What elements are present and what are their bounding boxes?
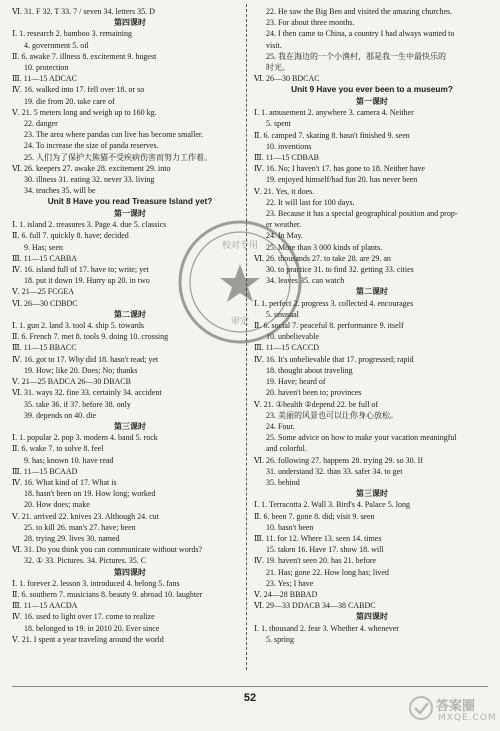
answer-line: 5. spring	[266, 634, 294, 644]
answer-line: 32. ① 33. Pictures. 34. Pictures. 35. C	[24, 556, 147, 566]
answer-line: 39. depends on 40. die	[24, 410, 96, 420]
answer-line: Ⅵ. 31. ways 32. fine 33. certainly 34. accident	[12, 388, 162, 398]
answer-line: Ⅱ. 6. southern 7. musicians 8. beauty 9. abroad 10. laughter	[12, 589, 203, 599]
section-heading: 第四课时	[114, 567, 146, 577]
site-watermark	[408, 693, 497, 727]
answer-line: Ⅱ. 6. awake 7. illness 8. excitement 9. hugest	[12, 51, 157, 61]
section-heading: 第二课时	[114, 309, 146, 319]
answer-line: 31. understand 32. than 33. safer 34. to get	[266, 466, 403, 476]
footer-rule	[12, 686, 488, 687]
answer-line: 34. leaves 35. can watch	[266, 276, 345, 286]
answer-line: Ⅳ. 16. It's unbelievable that 17. progressed; rapid	[254, 354, 414, 364]
answer-line: Ⅴ. 24—28 BBBAD	[254, 589, 318, 599]
answer-line: Ⅰ. 1. amusement 2. anywhere 3. camera 4. Neither	[254, 108, 414, 118]
answer-column-left	[12, 6, 248, 645]
answer-line: 18. thought about traveling	[266, 365, 353, 375]
answer-line: 35. take 36. if 37. before 38. only	[24, 399, 131, 409]
answer-line: 23. Yes; I have	[266, 578, 314, 588]
answer-line: 21. Has; gone 22. How long has; lived	[266, 567, 389, 577]
answer-line: Ⅱ. 6. camped 7. skating 8. hasn't finished 9. seen	[254, 130, 410, 140]
answer-line: Ⅱ. 6. French 7. met 8. tools 9. doing 10. crossing	[12, 332, 169, 342]
answer-line: Ⅲ. 11—15 CACCD	[254, 343, 319, 353]
answer-line: 18. belonged to 19. in 2010 20. Ever since	[24, 623, 160, 633]
answer-line: Ⅴ. 21. 5 meters long and weigh up to 160 kg.	[12, 107, 157, 117]
answer-line: Ⅳ. 16. island full of 17. have to; write; yet	[12, 265, 149, 275]
section-heading: 第三课时	[356, 489, 388, 499]
answer-line: 28. trying 29. lives 30. named	[24, 533, 120, 543]
answer-line: 19. How; like 20. Does; No; thanks	[24, 365, 138, 375]
answer-line: Ⅴ. 21—25 BADCA 26—30 DBACB	[12, 377, 131, 387]
answer-line: 4. government 5. oil	[24, 40, 89, 50]
answer-line: 9. Has; seen	[24, 242, 63, 252]
answer-line: Ⅴ. 21. arrived 22. knives 23. Although 24. cut	[12, 511, 159, 521]
answer-line: 18. hasn't been on 19. How long; worked	[24, 489, 156, 499]
answer-line: Ⅴ. 21. Yes, it does.	[254, 186, 315, 196]
answer-line: 24. To increase the size of panda reserves.	[24, 141, 159, 151]
answer-line: 24. In May.	[266, 231, 303, 241]
answer-line: Ⅲ. 11—15 CABBA	[12, 253, 77, 263]
answer-line: Ⅵ. 26—30 CDBDC	[12, 298, 78, 308]
answer-line: Ⅵ. 31. F 32. T 33. 7 / seven 34. letters 35. D	[12, 7, 155, 16]
answer-line: 时光。	[266, 63, 290, 73]
answer-line: and colorful.	[266, 444, 307, 454]
answer-line: 18. put it down 19. Hurry up 20. in two	[24, 276, 150, 286]
svg-text:校对专用: 校对专用	[221, 241, 259, 251]
answer-line: 23. The area where pandas can live has become smaller.	[24, 130, 204, 140]
unit-title: Unit 8 Have you read Treasure Island yet?	[47, 196, 213, 207]
answer-line: 34. teaches 35. will be	[24, 186, 96, 196]
answer-line: 10. inventions	[266, 141, 312, 151]
answer-line: Ⅲ. 11—15 BBACC	[12, 343, 77, 353]
answer-line: 19. Have; heard of	[266, 377, 326, 387]
answer-line: Ⅰ. 1. gun 2. land 3. tool 4. ship 5. towards	[12, 321, 145, 331]
answer-line: Ⅳ. 16. What kind of 17. What is	[12, 477, 117, 487]
answer-line: 24. Four.	[266, 421, 295, 431]
answer-line: 22. danger	[24, 119, 58, 129]
section-heading: 第三课时	[114, 421, 146, 431]
answer-line: Ⅲ. 11—15 ADCAC	[12, 74, 77, 84]
answer-line: Ⅰ. 1. popular 2. pop 3. modern 4. band 5. rock	[12, 433, 158, 443]
svg-text:审定: 审定	[230, 317, 250, 327]
section-heading: 第一课时	[356, 97, 388, 107]
answer-line: 5. spent	[266, 119, 291, 129]
answer-line: 20. haven't been to; provinces	[266, 388, 362, 398]
answer-line: 30. illness 31. eating 32. never 33. living	[24, 175, 155, 185]
answer-line: 23. Because it has a special geographical position and prop-	[266, 209, 458, 219]
answer-line: Ⅳ. 16. used to light over 17. come to realize	[12, 612, 155, 622]
answer-line: 10. unbelievable	[266, 332, 319, 342]
answer-line: 25. to kill 26. man's 27. have; been	[24, 522, 136, 532]
answer-line: 9. has; known 10. have read	[24, 455, 114, 465]
answer-line: Ⅱ. 6. full 7. quickly 8. have; decided	[12, 231, 129, 241]
unit-title: Unit 9 Have you ever been to a museum?	[291, 84, 453, 95]
answer-line: 10. hasn't been	[266, 522, 314, 532]
answer-line: 25. 人们为了保护大熊猫不受疾病伤害而努力工作着。	[24, 152, 212, 162]
answer-line: Ⅳ. 16. got to 17. Why did 18. hasn't read; yet	[12, 354, 159, 364]
answer-line: Ⅰ. 1. research 2. bamboo 3. remaining	[12, 29, 133, 39]
answer-line: Ⅴ. 21. I spent a year traveling around the world	[12, 634, 164, 644]
answer-line: Ⅱ. 6. wake 7. to solve 8. feel	[12, 444, 104, 454]
answer-line: Ⅳ. 19. haven't seen 20. has 21. before	[254, 556, 377, 566]
section-heading: 第一课时	[114, 209, 146, 219]
answer-column-right	[254, 6, 490, 645]
page-number: 52	[243, 692, 257, 704]
answer-line: Ⅰ. 1. Terracotta 2. Wall 3. Bird's 4. Palace 5. long	[254, 500, 410, 510]
answer-line: Ⅵ. 26. keepers 27. awake 28. excitement 29. into	[12, 163, 171, 173]
answer-line: Ⅵ. 26. thousands 27. to take 28. are 29. an	[254, 253, 391, 263]
answer-line: 25. 我在海边的一个小渔村，那是我一生中最快乐的	[266, 51, 446, 61]
answer-line: 23. 美丽的风景也可以让你身心放松。	[266, 410, 398, 420]
answer-line: Ⅲ. 11. for 12. Where 13. seen 14. times	[254, 533, 382, 543]
watermark-text: 答案圈	[436, 699, 476, 714]
answer-line: 15. taken 16. Have 17. show 18. will	[266, 545, 384, 555]
answer-line: 24. I then came to China, a country I had always wanted to	[266, 29, 455, 39]
section-heading: 第二课时	[356, 287, 388, 297]
answer-line: 19. die from 20. take care of	[24, 96, 115, 106]
answer-line: er weather.	[266, 220, 302, 230]
answer-line: Ⅵ. 29—33 DDACB 34—38 CABDC	[254, 601, 376, 611]
answer-line: Ⅵ. 31. Do you think you can communicate without words?	[12, 545, 203, 555]
answer-line: visit.	[266, 40, 282, 50]
answer-line: 5. unusual	[266, 309, 299, 319]
answer-line: Ⅲ. 11—15 BCAAD	[12, 466, 78, 476]
answer-line: 35. behind	[266, 477, 300, 487]
answer-line: Ⅲ. 11—15 CDBAB	[254, 153, 319, 163]
answer-line: 20. How does; make	[24, 500, 90, 510]
answer-line: Ⅰ. 1. perfect 2. progress 3. collected 4. encourages	[254, 298, 414, 308]
answer-line: 10. protection	[24, 63, 69, 73]
answer-line: Ⅰ. 1. forever 2. lesson 3. introduced 4. belong 5. fans	[12, 578, 180, 588]
answer-line: 30. to practice 31. to find 32. getting 33. cities	[266, 265, 414, 275]
answer-line: Ⅰ. 1. island 2. treasures 3. Page 4. due 5. classics	[12, 220, 167, 230]
answer-line: 22. He saw the Big Ben and visited the amazing churches.	[266, 7, 453, 16]
answer-line: Ⅵ. 26. following 27. happens 28. trying 29. so 30. If	[254, 455, 423, 465]
answer-line: 19. enjoyed himself/had fun 20. has never been	[266, 175, 418, 185]
answer-line: Ⅲ. 11—15 AACDA	[12, 601, 78, 611]
answer-line: Ⅰ. 1. thousand 2. fear 3. Whether 4. whenever	[254, 623, 399, 633]
answer-line: Ⅴ. 21. ①health ②depend 22. be full of	[254, 399, 379, 409]
answer-line: 25. Some advice on how to make your vacation meaningful	[266, 433, 457, 443]
watermark-sub: MXQE.COM	[438, 713, 497, 723]
answer-line: Ⅳ. 16. walked into 17. fell over 18. or so	[12, 85, 145, 95]
answer-line: Ⅵ. 26—30 BDCAC	[254, 74, 320, 84]
answer-line: Ⅱ. 6. social 7. peaceful 8. performance 9. itself	[254, 321, 404, 331]
section-heading: 第四课时	[114, 18, 146, 28]
section-heading: 第四课时	[356, 612, 388, 622]
answer-line: Ⅴ. 21—25 FCGEA	[12, 287, 75, 297]
answer-line: 22. It will last for 100 days.	[266, 197, 355, 207]
answer-line: 25. More than 3 000 kinds of plants.	[266, 242, 383, 252]
answer-line: 23. For about three months.	[266, 18, 355, 28]
answer-line: Ⅱ. 6. been 7. gone 8. did; visit 9. seen	[254, 511, 375, 521]
answer-line: Ⅳ. 16. No; I haven't 17. has gone to 18. Neither have	[254, 164, 425, 174]
watermark-logo-icon	[408, 695, 434, 725]
